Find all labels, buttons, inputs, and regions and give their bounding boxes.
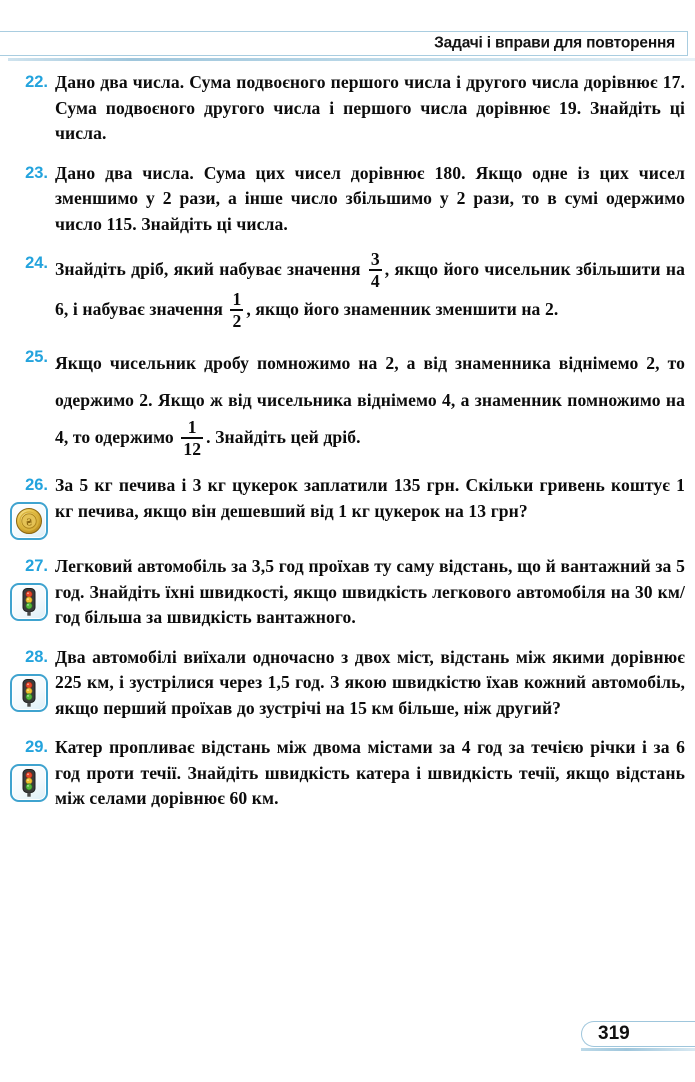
- traffic-light-icon-box: [10, 583, 48, 621]
- coin-icon: [15, 507, 43, 535]
- fraction-numerator: 3: [370, 249, 380, 269]
- problem-number-column: [0, 554, 55, 621]
- problem-item: [0, 345, 695, 459]
- problem-text: [55, 735, 695, 812]
- traffic-light-icon: [16, 768, 42, 798]
- problem-number: 23.: [25, 163, 48, 182]
- traffic-light-icon: [16, 587, 42, 617]
- problem-number: 24.: [25, 254, 48, 272]
- problem-number-column: [0, 645, 55, 712]
- traffic-light-icon: [16, 678, 42, 708]
- problem-text-run: Дано два числа. Сума подвоєного першого числа і другого числа дорівнює 17. Сума подвоєного другого числа і першого числа дорівнює 19. Знайдіть ці числа.: [55, 72, 685, 143]
- traffic-light-icon-box: [10, 674, 48, 712]
- problem-text-run: Два автомобілі виїхали одночасно з двох міст, відстань між якими дорівнює 225 км, і зустрілися через 1,5 год. З якою швидкістю їхав кожний автомобіль, якщо перший проїхав до зустрічі на 15 км більше, ніж другий?: [55, 646, 685, 718]
- problem-number-column: [0, 161, 55, 186]
- problem-text: [55, 345, 695, 459]
- problem-number-column: [0, 70, 55, 95]
- problem-text-run: Катер пропливає відстань між двома містами за 4 год за течією річки і за 6 год проти течії. Знайдіть швидкість катера і швидкість течії, якщо відстань між селами дорівнює 60 км.: [55, 737, 685, 808]
- problem-number-column: [0, 345, 55, 370]
- page-number-rule: [581, 1048, 695, 1051]
- problem-item: [0, 70, 695, 147]
- problem-text-run: , якщо його чисельник збільшити на 6, і набуває значення: [55, 259, 685, 320]
- problem-text: [55, 251, 695, 331]
- problem-text: [55, 645, 695, 722]
- fraction-numerator: 1: [232, 289, 242, 309]
- problem-text-run: , якщо його знаменник зменшити на 2.: [246, 299, 559, 320]
- problem-text: [55, 161, 695, 238]
- page-header: [0, 31, 688, 56]
- problem-number-column: [0, 735, 55, 802]
- fraction: [181, 418, 203, 458]
- fraction: [369, 250, 382, 290]
- problem-number-column: [0, 251, 55, 276]
- fraction: [230, 290, 243, 330]
- fraction-denominator: 4: [370, 271, 380, 291]
- problem-item: [0, 645, 695, 722]
- problem-item: [0, 161, 695, 238]
- fraction-numerator: 1: [187, 417, 197, 437]
- problem-number: 29.: [25, 738, 48, 756]
- page-number-container: [581, 1021, 695, 1051]
- problem-text-run: . Знайдіть цей дріб.: [206, 427, 361, 448]
- page-header-title: Задачі і вправи для повторення: [434, 34, 675, 52]
- problem-number: 26.: [25, 476, 48, 494]
- problem-number: 22.: [25, 73, 48, 91]
- svg-text:₴: ₴: [26, 517, 32, 529]
- problem-text-run: Знайдіть дріб, який набуває значення: [55, 259, 366, 280]
- problem-number-column: [0, 473, 55, 540]
- header-divider-rule: [8, 58, 695, 61]
- page-number: 319: [598, 1023, 630, 1044]
- problem-item: [0, 251, 695, 331]
- fraction-denominator: 12: [183, 439, 202, 459]
- problem-list: [0, 70, 695, 826]
- problem-item: [0, 554, 695, 631]
- problem-text: [55, 70, 695, 147]
- problem-text-run: Якщо чисельник дробу помножимо на 2, а від знаменника віднімемо 2, то одержимо 2. Якщо ж від чисельника віднімемо 4, а знаменник помножимо на 4, то одержимо: [55, 353, 685, 448]
- problem-text-run: Дано два числа. Сума цих чисел дорівнює 180. Якщо одне із цих чисел зменшимо у 2 рази, а інше число збільшимо у 2 рази, то в сумі одержимо число 115. Знайдіть ці числа.: [55, 162, 685, 234]
- problem-number: 25.: [25, 348, 48, 366]
- problem-text-run: За 5 кг печива і 3 кг цукерок заплатили 135 грн. Скільки гривень коштує 1 кг печива, якщо він дешевший від 1 кг цукерок на 13 грн?: [55, 475, 685, 521]
- coin-icon-box: [10, 502, 48, 540]
- fraction-denominator: 2: [232, 311, 242, 331]
- problem-text: [55, 473, 695, 524]
- problem-text: [55, 554, 695, 631]
- problem-number: 27.: [25, 557, 48, 575]
- problem-text-run: Легковий автомобіль за 3,5 год проїхав ту саму відстань, що й вантажний за 5 год. Знайдіть їхні швидкості, якщо швидкість легкового автомобіля на 30 км/год більша за швидкість вантажного.: [55, 556, 685, 627]
- problem-item: [0, 735, 695, 812]
- problem-number: 28.: [25, 647, 48, 666]
- traffic-light-icon-box: [10, 764, 48, 802]
- problem-item: [0, 473, 695, 540]
